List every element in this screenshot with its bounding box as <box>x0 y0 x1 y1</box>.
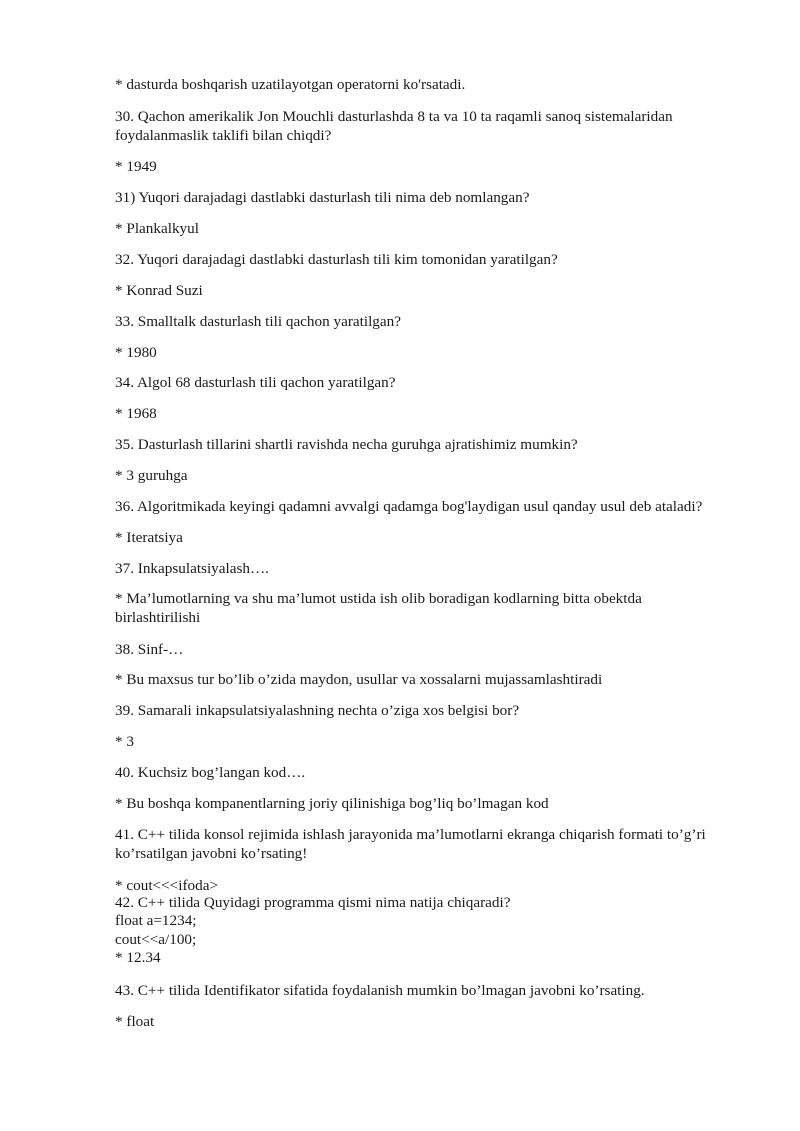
answer-line: * 1949 <box>115 158 157 175</box>
answer-line: * float <box>115 1013 155 1030</box>
question-line: 36. Algoritmikada keyingi qadamni avvalgi qadamga bog'laydigan usul qanday usul deb ataladi? <box>115 498 703 515</box>
answer-line: * Iteratsiya <box>115 529 183 546</box>
question-line: 38. Sinf-… <box>115 641 184 658</box>
answer-line: * 1968 <box>115 405 157 422</box>
answer-line: * Bu maxsus tur bo’lib o’zida maydon, usullar va xossalarni mujassamlashtiradi <box>115 671 603 688</box>
answer-line: * cout<<<ifoda> <box>115 877 219 894</box>
question-line: 41. C++ tilida konsol rejimida ishlash jarayonida ma’lumotlarni ekranga chiqarish formati to’g’ri <box>115 826 706 843</box>
answer-line: * 12.34 <box>115 949 161 966</box>
question-line: ko’rsatilgan javobni ko’rsating! <box>115 845 308 862</box>
answer-line: * 3 <box>115 733 134 750</box>
question-line: 30. Qachon amerikalik Jon Mouchli dasturlashda 8 ta va 10 ta raqamli sanoq sistemalaridan <box>115 108 673 125</box>
question-line: 33. Smalltalk dasturlash tili qachon yaratilgan? <box>115 313 401 330</box>
question-line: foydalanmaslik taklifi bilan chiqdi? <box>115 127 332 144</box>
answer-line: * Konrad Suzi <box>115 282 203 299</box>
answer-line: * dasturda boshqarish uzatilayotgan operatorni ko'rsatadi. <box>115 76 466 93</box>
code-line: cout<<a/100; <box>115 931 197 948</box>
question-line: 34. Algol 68 dasturlash tili qachon yaratilgan? <box>115 374 396 391</box>
question-line: 35. Dasturlash tillarini shartli ravishda necha guruhga ajratishimiz mumkin? <box>115 436 578 453</box>
question-line: 32. Yuqori darajadagi dastlabki dasturlash tili kim tomonidan yaratilgan? <box>115 251 558 268</box>
question-line: 39. Samarali inkapsulatsiyalashning nechta o’ziga xos belgisi bor? <box>115 702 520 719</box>
answer-line: * 1980 <box>115 344 157 361</box>
answer-line: * Plankalkyul <box>115 220 199 237</box>
question-line: 37. Inkapsulatsiyalash…. <box>115 560 269 577</box>
answer-line: birlashtirilishi <box>115 609 201 626</box>
question-line: 40. Kuchsiz bog’langan kod…. <box>115 764 306 781</box>
answer-line: * 3 guruhga <box>115 467 188 484</box>
answer-line: * Ma’lumotlarning va shu ma’lumot ustida ish olib boradigan kodlarning bitta obektda <box>115 590 642 607</box>
question-line: 42. C++ tilida Quyidagi programma qismi nima natija chiqaradi? <box>115 894 511 911</box>
question-line: 31) Yuqori darajadagi dastlabki dasturlash tili nima deb nomlangan? <box>115 189 530 206</box>
code-line: float a=1234; <box>115 912 197 929</box>
answer-line: * Bu boshqa kompanentlarning joriy qilinishiga bog’liq bo’lmagan kod <box>115 795 549 812</box>
question-line: 43. C++ tilida Identifikator sifatida foydalanish mumkin bo’lmagan javobni ko’rsating. <box>115 982 645 999</box>
